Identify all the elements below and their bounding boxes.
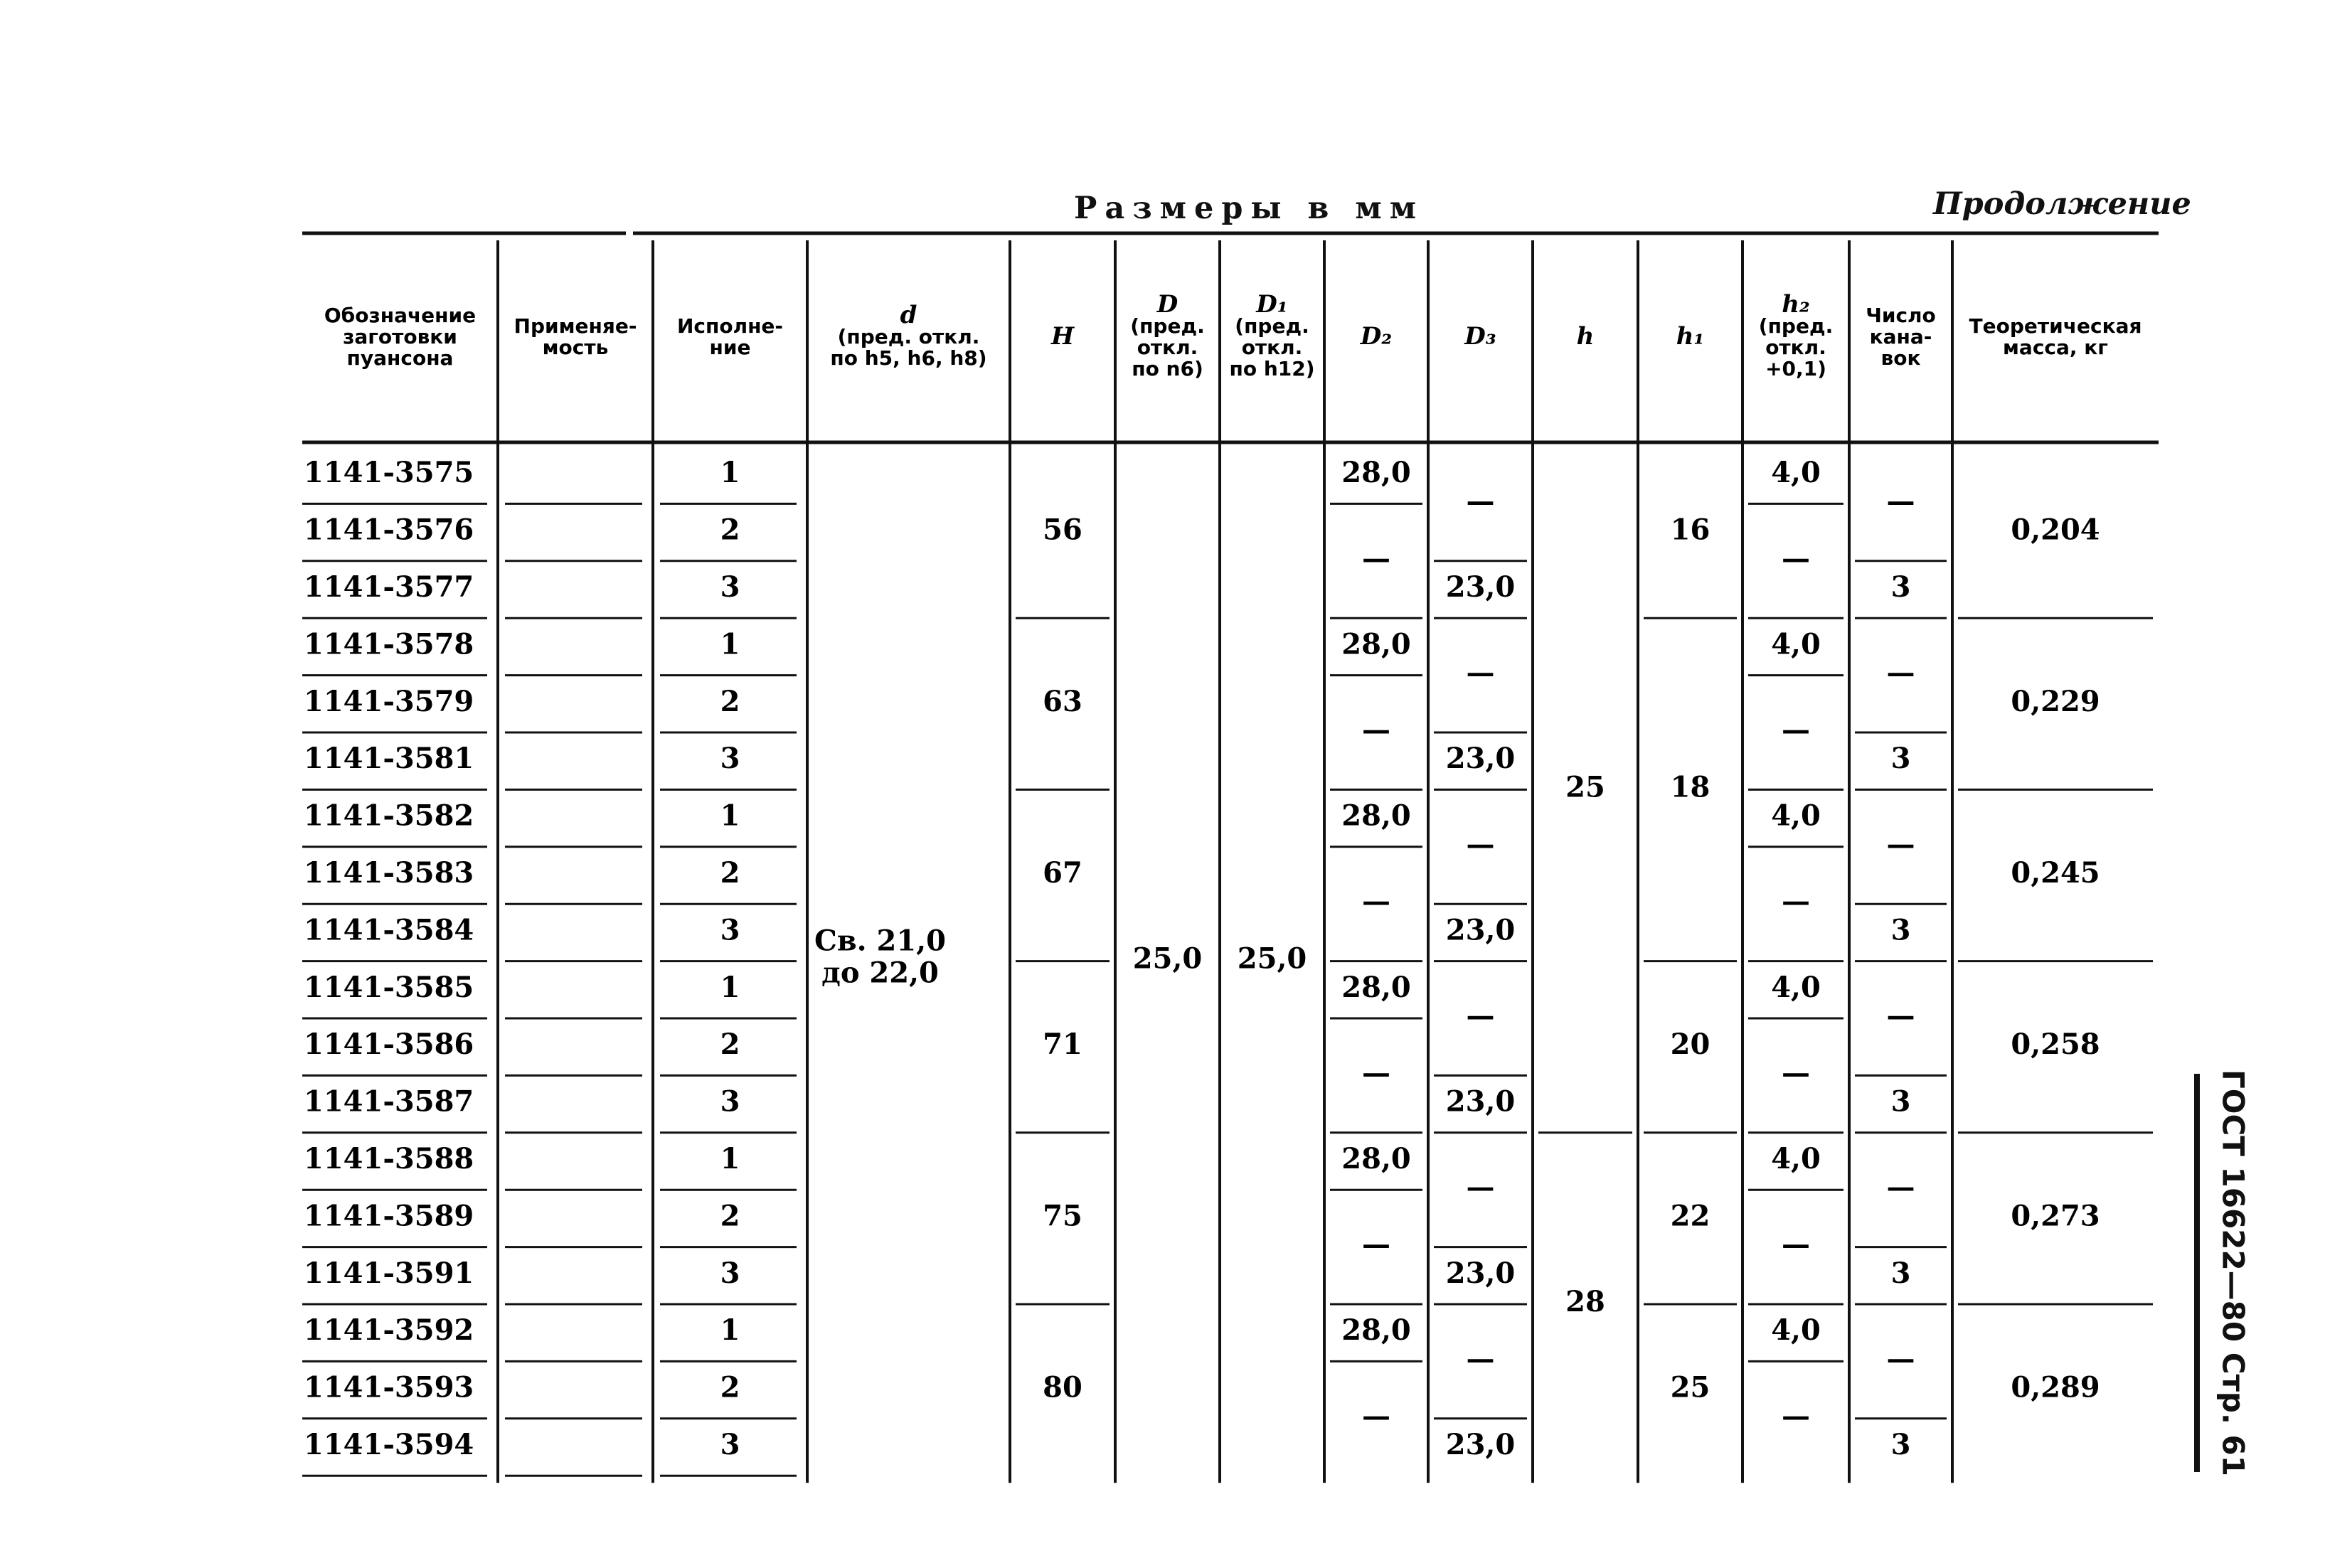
- row-grooves: 3: [1890, 1428, 1911, 1461]
- group-mass: 0,229: [2011, 684, 2100, 718]
- row-variant: 2: [720, 1370, 740, 1404]
- row-D2: —: [1362, 885, 1390, 919]
- column-header-D1: по h12): [1229, 357, 1315, 380]
- row-D2: 28,0: [1341, 456, 1411, 490]
- column-header-d: d: [900, 301, 917, 329]
- group-H: 71: [1043, 1028, 1082, 1062]
- column-header-mass: масса, кг: [2003, 336, 2108, 359]
- row-D3: 23,0: [1445, 742, 1516, 776]
- row-grooves: 3: [1890, 1084, 1911, 1119]
- row-variant: 2: [720, 1199, 740, 1233]
- row-code: 1141-3583: [304, 856, 474, 890]
- row-code: 1141-3585: [304, 970, 474, 1004]
- continuation-label: Продолжение: [1933, 186, 2191, 222]
- row-variant: 3: [720, 742, 740, 776]
- row-D2: 28,0: [1341, 970, 1411, 1004]
- column-header-D3: D₃: [1464, 322, 1496, 351]
- row-code: 1141-3578: [304, 627, 474, 661]
- column-header-code: пуансона: [346, 346, 454, 370]
- column-header-code: Обозначение: [324, 304, 477, 327]
- group-h1: 18: [1670, 770, 1711, 804]
- row-variant: 3: [720, 1084, 740, 1119]
- row-variant: 3: [720, 913, 740, 947]
- row-h2: —: [1782, 541, 1810, 575]
- row-variant: 3: [720, 1428, 740, 1461]
- row-D2: —: [1362, 713, 1390, 747]
- units-caption: Размеры в мм: [1074, 191, 1425, 226]
- column-header-D1: откл.: [1241, 336, 1303, 359]
- group-mass: 0,258: [2011, 1028, 2100, 1062]
- row-D2: —: [1362, 1227, 1390, 1262]
- row-h2: 4,0: [1771, 627, 1821, 661]
- row-D2: —: [1362, 541, 1390, 575]
- row-code: 1141-3581: [304, 742, 474, 776]
- row-D3: —: [1466, 1170, 1495, 1205]
- row-D3: —: [1466, 827, 1495, 861]
- group-h: 25: [1565, 770, 1605, 804]
- row-h2: —: [1782, 885, 1810, 919]
- group-h1: 16: [1670, 513, 1711, 547]
- group-H: 75: [1043, 1199, 1082, 1233]
- row-D3: 23,0: [1445, 1256, 1516, 1290]
- row-code: 1141-3577: [304, 570, 474, 604]
- column-header-applicability: Применяе-: [514, 314, 637, 338]
- group-H: 63: [1043, 684, 1082, 718]
- column-header-code: заготовки: [343, 325, 457, 348]
- merged-D: 25,0: [1132, 942, 1203, 976]
- row-h2: 4,0: [1771, 456, 1821, 490]
- row-D2: 28,0: [1341, 799, 1411, 833]
- column-header-mass: Теоретическая: [1969, 314, 2142, 338]
- row-D3: —: [1466, 656, 1495, 690]
- column-header-h1: h₁: [1676, 322, 1705, 351]
- column-header-h2: +0,1): [1765, 357, 1826, 380]
- row-D2: 28,0: [1341, 1142, 1411, 1175]
- column-header-h2: h₂: [1782, 290, 1810, 319]
- row-code: 1141-3592: [304, 1313, 474, 1348]
- group-H: 56: [1043, 513, 1082, 547]
- column-header-h2: (пред.: [1758, 314, 1834, 338]
- row-D3: —: [1466, 1342, 1495, 1376]
- row-D2: 28,0: [1341, 627, 1411, 661]
- row-code: 1141-3586: [304, 1028, 474, 1062]
- row-grooves: —: [1886, 1170, 1915, 1205]
- merged-d: до 22,0: [821, 956, 939, 990]
- column-header-grooves: Число: [1866, 304, 1936, 327]
- column-header-variant: ние: [709, 336, 751, 359]
- row-variant: 2: [720, 513, 740, 547]
- row-code: 1141-3584: [304, 913, 474, 947]
- group-mass: 0,273: [2011, 1199, 2100, 1233]
- row-variant: 1: [720, 1313, 740, 1348]
- column-header-H: H: [1050, 322, 1075, 351]
- row-D2: 28,0: [1341, 1313, 1411, 1348]
- column-header-grooves: кана-: [1869, 325, 1932, 348]
- merged-D1: 25,0: [1237, 942, 1307, 976]
- row-D3: 23,0: [1445, 1428, 1516, 1461]
- row-h2: —: [1782, 1056, 1810, 1090]
- row-code: 1141-3579: [304, 684, 474, 718]
- row-h2: —: [1782, 713, 1810, 747]
- row-code: 1141-3594: [304, 1428, 474, 1461]
- column-header-applicability: мость: [542, 336, 609, 359]
- merged-d: Св. 21,0: [814, 924, 946, 958]
- column-header-D1: (пред.: [1235, 314, 1309, 338]
- group-h: 28: [1565, 1285, 1605, 1318]
- column-header-D2: D₂: [1360, 322, 1393, 351]
- row-D3: —: [1466, 999, 1495, 1033]
- row-code: 1141-3593: [304, 1370, 474, 1404]
- row-variant: 3: [720, 570, 740, 604]
- group-H: 67: [1043, 856, 1082, 890]
- row-grooves: —: [1886, 656, 1915, 690]
- column-header-h: h: [1576, 322, 1595, 351]
- row-variant: 1: [720, 1142, 740, 1175]
- row-variant: 1: [720, 627, 740, 661]
- row-variant: 1: [720, 970, 740, 1004]
- column-header-h2: откл.: [1765, 336, 1826, 359]
- group-h1: 22: [1670, 1199, 1711, 1233]
- row-code: 1141-3589: [304, 1199, 474, 1233]
- row-variant: 2: [720, 856, 740, 890]
- row-grooves: —: [1886, 827, 1915, 861]
- row-D2: —: [1362, 1056, 1390, 1090]
- group-H: 80: [1043, 1370, 1082, 1404]
- row-variant: 1: [720, 799, 740, 833]
- row-code: 1141-3582: [304, 799, 474, 833]
- row-grooves: 3: [1890, 742, 1911, 776]
- column-header-d: (пред. откл.: [837, 325, 980, 348]
- row-h2: 4,0: [1771, 799, 1821, 833]
- column-header-D: откл.: [1137, 336, 1198, 359]
- column-header-D: по n6): [1132, 357, 1203, 380]
- row-h2: 4,0: [1771, 970, 1821, 1004]
- row-code: 1141-3591: [304, 1256, 474, 1290]
- row-grooves: 3: [1890, 1256, 1911, 1290]
- column-header-variant: Исполне-: [676, 314, 784, 338]
- row-variant: 2: [720, 1028, 740, 1062]
- row-h2: —: [1782, 1227, 1810, 1262]
- row-h2: —: [1782, 1399, 1810, 1433]
- sidebar-rule: [2194, 1074, 2200, 1472]
- row-D3: —: [1466, 484, 1495, 518]
- row-variant: 1: [720, 456, 740, 490]
- row-code: 1141-3575: [304, 456, 474, 490]
- row-grooves: —: [1886, 484, 1915, 518]
- row-D3: 23,0: [1445, 913, 1516, 947]
- column-header-D: (пред.: [1130, 314, 1205, 338]
- row-code: 1141-3587: [304, 1084, 474, 1119]
- row-variant: 2: [720, 684, 740, 718]
- row-D3: 23,0: [1445, 570, 1516, 604]
- group-mass: 0,204: [2011, 513, 2100, 547]
- row-D3: 23,0: [1445, 1084, 1516, 1119]
- group-h1: 20: [1670, 1028, 1711, 1062]
- row-grooves: —: [1886, 999, 1915, 1033]
- column-header-D1: D₁: [1256, 290, 1288, 319]
- row-grooves: 3: [1890, 570, 1911, 604]
- group-mass: 0,245: [2011, 856, 2100, 890]
- standard-page-label: ГОСТ 16622—80 Стр. 61: [2215, 1069, 2251, 1477]
- row-D2: —: [1362, 1399, 1390, 1433]
- row-grooves: 3: [1890, 913, 1911, 947]
- row-h2: 4,0: [1771, 1142, 1821, 1175]
- column-header-grooves: вок: [1880, 346, 1921, 370]
- row-grooves: —: [1886, 1342, 1915, 1376]
- row-code: 1141-3588: [304, 1142, 474, 1175]
- row-variant: 3: [720, 1256, 740, 1290]
- group-h1: 25: [1670, 1370, 1711, 1404]
- row-code: 1141-3576: [304, 513, 474, 547]
- row-h2: 4,0: [1771, 1313, 1821, 1348]
- column-header-d: по h5, h6, h8): [830, 346, 987, 370]
- group-mass: 0,289: [2011, 1370, 2100, 1404]
- column-header-D: D: [1156, 290, 1179, 319]
